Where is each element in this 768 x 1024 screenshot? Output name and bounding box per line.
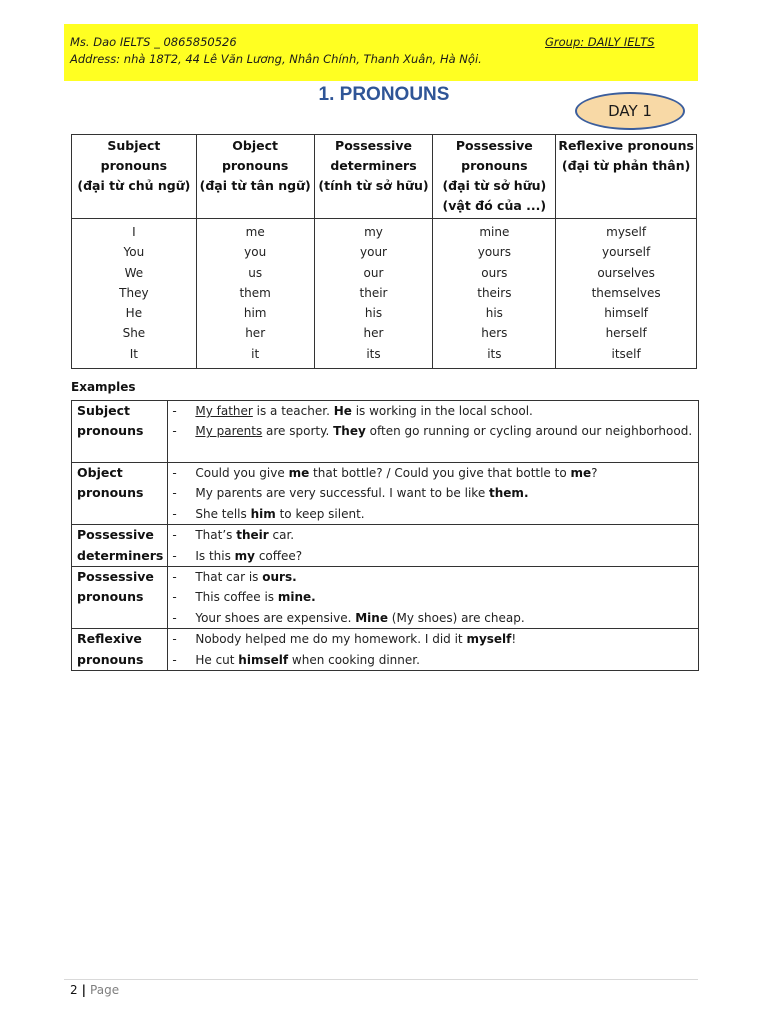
example-sentence [172,546,698,566]
sentence-fragment: ? [591,466,598,480]
header-object-pronouns [196,135,314,219]
sentence-fragment: coffee? [255,548,303,563]
cell-line: you [244,245,267,260]
example-category [72,629,168,671]
cell-line: (đại từ phản thân) [561,158,691,173]
cell-line: herself [605,326,647,341]
sentence-fragment: is a teacher. [252,404,334,418]
cell-line: me [245,225,265,239]
bullet-dash: - [172,652,177,667]
category-line: Possessive [77,527,154,543]
bullet-dash: - [172,424,177,439]
example-category [72,463,168,525]
category-line: Reflexive [77,631,142,647]
cell-line: its [487,346,502,361]
example-category [72,525,168,567]
bullet-dash: - [172,548,177,563]
sentence-fragment: often go running or cycling around our neighborhood. [365,424,693,439]
cell-line: I [132,225,136,239]
column-possessive-determiners [314,219,433,369]
cell-line: (đại từ sở hữu) [442,178,547,193]
cell-line: our [363,265,384,280]
example-category [72,401,168,463]
column-reflexive-pronouns [556,219,697,369]
bullet-dash: - [172,486,177,501]
pronoun-highlight: himself [238,652,289,667]
examples-heading: Examples [71,380,136,394]
cell-line: ourselves [597,265,655,280]
footer-divider [64,979,698,980]
category-line: pronouns [77,423,144,439]
address-line: Address: nhà 18T2, 44 Lê Văn Lương, Nhân Chính, Thanh Xuân, Hà Nội. [70,52,482,66]
example-sentence [172,567,698,587]
cell-line: They [119,285,149,300]
cell-line: Object [232,138,279,153]
page-footer [70,983,119,997]
example-category [72,567,168,629]
sentence-fragment: Could you give [195,466,289,480]
pronoun-highlight: myself [466,632,512,647]
cell-line: yours [477,245,511,260]
cell-line: (tính từ sở hữu) [318,178,429,193]
sentence-fragment: My parents are very successful. I want to be like [195,486,490,501]
pronoun-highlight: He [333,404,352,418]
sentence-fragment: is working in the local school. [351,404,533,418]
cell-line: He [125,306,143,321]
header-reflexive-pronouns [556,135,697,219]
example-row [72,567,699,629]
bullet-dash: - [172,506,177,521]
sentence-text [195,650,420,670]
cell-line: It [129,346,138,361]
example-sentence [172,401,698,421]
pronoun-highlight: their [236,528,269,543]
cell-line: her [363,326,384,341]
sentence-text [195,567,296,587]
subject-underline: My father [195,404,253,418]
bullet-dash: - [172,570,177,585]
example-sentence [172,421,698,441]
pronoun-table-body-row [72,219,697,369]
sentence-text [195,525,294,545]
cell-line: his [364,306,383,321]
pronoun-highlight: They [333,424,366,439]
category-line: Possessive [77,569,154,585]
sentence-text [195,629,516,649]
cell-line: determiners [330,158,417,173]
cell-line: my [364,225,383,239]
example-row [72,629,699,671]
sentence-text [195,421,692,441]
category-line: pronouns [77,485,144,501]
example-row [72,525,699,567]
header-possessive-determiners [314,135,433,219]
category-line: Object [77,465,123,480]
cell-line: Subject pronouns [100,138,168,173]
sentence-fragment: (My shoes) are cheap. [387,610,525,625]
header-subject-pronouns [72,135,197,219]
page-title: 1. PRONOUNS [318,84,450,105]
cell-line: She [122,326,146,341]
subject-underline: My parents [195,424,263,439]
cell-line: Possessive [455,138,533,153]
cell-line: us [248,265,263,280]
bullet-dash: - [172,610,177,625]
category-line: determiners [77,547,164,563]
column-possessive-pronouns [433,219,556,369]
sentence-text [195,401,533,421]
example-sentences [168,567,699,629]
example-sentences [168,463,699,525]
cell-line: pronouns [461,158,528,173]
pronoun-highlight: him [250,506,276,521]
cell-line: Possessive [335,138,412,153]
sentence-fragment: This coffee is [195,590,278,605]
cell-line: mine [479,225,510,239]
cell-line: itself [611,346,641,361]
page-label: Page [90,983,120,997]
sentence-fragment: ! [511,632,517,647]
pronoun-highlight: them. [489,486,529,501]
sentence-fragment: Your shoes are expensive. [195,610,356,625]
pronoun-highlight: me [288,466,310,480]
category-line: pronouns [77,589,144,605]
sentence-fragment: She tells [195,506,251,521]
pronoun-highlight: mine. [277,590,316,605]
cell-line: We [124,265,144,280]
sentence-fragment: to keep silent. [275,506,365,521]
column-object-pronouns [196,219,314,369]
example-row [72,463,699,525]
category-line: Subject [77,403,130,418]
cell-line: Reflexive pronouns [558,138,694,153]
footer-separator: | [81,983,87,997]
sentence-text [195,608,524,628]
example-row [72,401,699,463]
example-sentence [172,587,698,607]
header-banner [64,24,698,81]
cell-line: yourself [602,245,651,260]
cell-line: his [485,306,503,321]
sentence-text [195,483,528,503]
sentence-fragment: when cooking dinner. [288,652,420,667]
bullet-dash: - [172,404,177,418]
example-sentence [172,483,698,503]
cell-line: its [366,346,381,361]
category-line: pronouns [77,651,144,667]
sentence-fragment: Nobody helped me do my homework. I did it [195,632,467,647]
sentence-fragment: car. [268,528,295,543]
pronoun-table-header-row [72,135,697,219]
example-sentence [172,608,698,628]
cell-line: him [243,306,267,321]
cell-line: (đại từ chủ ngữ) [77,178,191,193]
cell-line: their [359,285,388,300]
cell-line: hers [481,326,508,341]
group-link[interactable]: Group: DAILY IELTS [545,35,655,49]
pronoun-highlight: my [234,548,255,563]
examples-table [71,400,699,671]
cell-line: ours [481,265,508,280]
example-sentence [172,629,698,649]
example-sentence [172,463,698,483]
cell-line: pronouns [221,158,289,173]
example-sentences [168,401,699,463]
sentence-fragment: He cut [195,652,239,667]
bullet-dash: - [172,466,177,480]
cell-line: myself [606,225,647,239]
sentence-text [195,504,364,524]
example-sentences [168,525,699,567]
bullet-dash: - [172,528,177,543]
cell-line: himself [604,306,649,321]
cell-line: her [245,326,266,341]
sentence-fragment: are sporty. [262,424,334,439]
column-subject-pronouns [72,219,197,369]
sentence-text [195,546,302,566]
teacher-contact: Ms. Dao IELTS _ 0865850526 [70,35,237,49]
page-number: 2 [70,983,78,997]
example-sentence [172,504,698,524]
cell-line: (đại từ tân ngữ) [199,178,311,193]
cell-line: themselves [591,285,661,300]
example-sentences [168,629,699,671]
sentence-text [195,587,315,607]
cell-line: (vật đó của ...) [442,198,547,213]
pronoun-table [71,134,697,369]
example-sentence [172,650,698,670]
bullet-dash: - [172,632,177,647]
header-possessive-pronouns [433,135,556,219]
sentence-fragment: That car is [195,570,263,585]
pronoun-highlight: ours. [262,570,297,585]
sentence-text [195,463,597,483]
bullet-dash: - [172,590,177,605]
pronoun-highlight: Mine [355,610,388,625]
example-sentence [172,525,698,545]
cell-line: theirs [477,285,512,300]
cell-line: You [123,245,145,260]
sentence-fragment: that bottle? / Could you give that bottle to [309,466,571,480]
sentence-fragment: That’s [195,528,237,543]
pronoun-highlight: me [570,466,592,480]
cell-line: it [251,346,260,361]
cell-line: your [360,245,387,260]
sentence-fragment: Is this [195,548,235,563]
day-badge: DAY 1 [575,92,685,130]
cell-line: them [239,285,271,300]
